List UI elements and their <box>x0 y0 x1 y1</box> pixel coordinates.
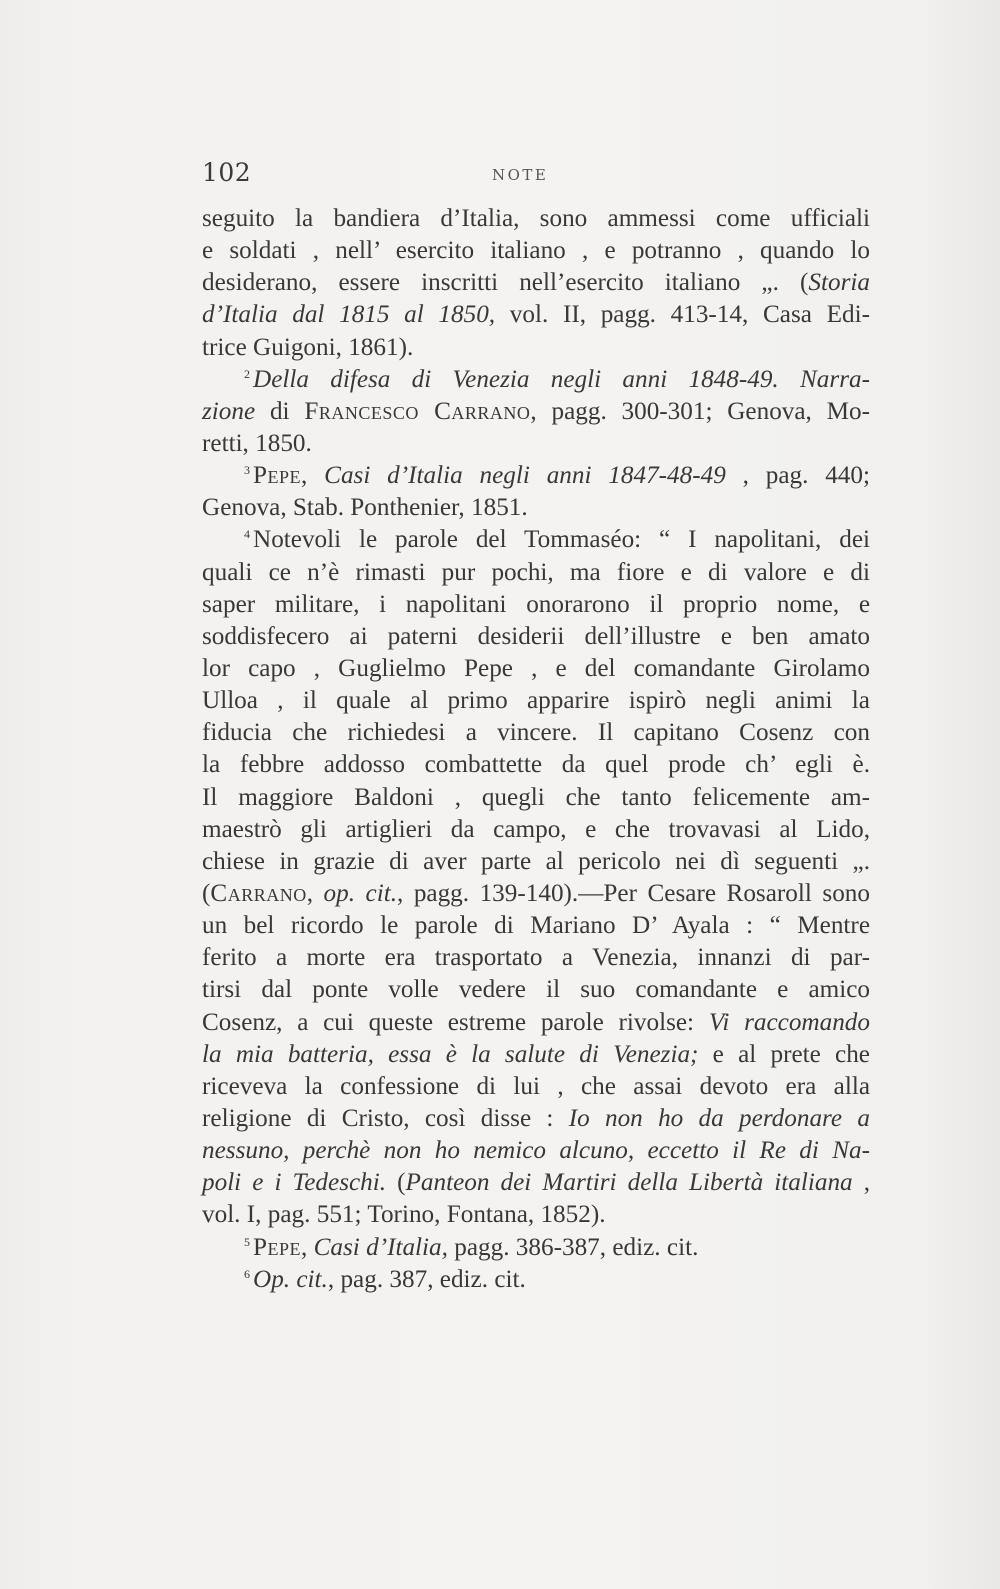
text-segment: , pagg. 300-301; Genova, Mo- <box>530 397 870 425</box>
text-segment: , <box>306 879 324 907</box>
page-header <box>202 158 870 194</box>
text-line <box>202 1199 870 1231</box>
text-line <box>202 492 870 524</box>
text-segment: fiducia che richiedesi a vincere. Il capitano Cosenz con <box>202 719 870 747</box>
text-line <box>202 1103 870 1135</box>
text-segment: e soldati , nell’ esercito italiano , e potranno , quando lo <box>202 237 870 265</box>
footnote-marker: 2 <box>244 366 250 381</box>
text-segment: Pepe <box>253 1233 302 1261</box>
text-segment: desiderano, essere inscritti nell’esercito italiano „. ( <box>202 269 809 297</box>
text-segment: , <box>301 1233 314 1261</box>
text-segment: Genova, Stab. Ponthenier, 1851. <box>202 494 528 522</box>
footnote-marker: 4 <box>244 527 250 542</box>
text-segment: seguito la bandiera d’Italia, sono ammessi come ufficiali <box>202 205 870 232</box>
text-segment: Panteon dei Martiri della Libertà italiana <box>405 1169 853 1197</box>
text-line <box>202 332 870 364</box>
text-segment: ( <box>202 879 211 907</box>
text-line <box>202 396 870 428</box>
running-head: NOTE <box>492 166 549 184</box>
text-line <box>202 653 870 685</box>
text-segment: poli e i Tedeschi. <box>202 1169 387 1197</box>
text-segment: un bel ricordo le parole di Mariano D’ Ayala : “ Mentre <box>202 912 870 940</box>
text-segment: Francesco Carrano <box>304 397 531 425</box>
footnote-marker: 3 <box>244 463 250 478</box>
text-segment: la febbre addosso combattette da quel prode ch’ egli è. <box>202 751 870 779</box>
text-line <box>202 364 870 396</box>
text-line <box>202 460 870 492</box>
text-line <box>202 974 870 1006</box>
text-line <box>202 267 870 299</box>
text-line <box>202 428 870 460</box>
text-segment: vol. I, pag. 551; Torino, Fontana, 1852). <box>202 1201 606 1229</box>
text-line <box>202 621 870 653</box>
text-segment: Op. cit. <box>253 1265 328 1293</box>
text-segment: Casi d’Italia, <box>313 1233 448 1261</box>
text-segment: di <box>255 397 305 425</box>
text-segment: nessuno, perchè non ho nemico alcuno, eccetto il Re di Na- <box>202 1137 870 1165</box>
footnote-marker: 5 <box>244 1234 250 1249</box>
text-line <box>202 1071 870 1103</box>
text-line <box>202 782 870 814</box>
text-line <box>202 524 870 556</box>
text-segment: religione di Cristo, così disse : <box>202 1104 569 1132</box>
text-segment: , pag. 387, ediz. cit. <box>327 1265 526 1293</box>
text-segment: soddisfecero ai paterni desiderii dell’illustre e ben amato <box>202 622 870 650</box>
text-segment: chiese in grazie di aver parte al pericolo nei dì seguenti „. <box>202 847 870 875</box>
text-segment: trice Guigoni, 1861). <box>202 333 414 361</box>
text-line <box>202 235 870 267</box>
text-line <box>202 717 870 749</box>
text-segment: zione <box>202 397 256 425</box>
text-segment: maestrò gli artiglieri da campo, e che trovavasi al Lido, <box>202 815 870 843</box>
text-line <box>202 1039 870 1071</box>
text-segment: retti, 1850. <box>202 429 312 457</box>
text-segment: , pag. 440; <box>725 462 870 490</box>
text-segment: e al prete che <box>698 1040 870 1068</box>
text-line <box>202 203 870 235</box>
text-segment: , <box>852 1169 870 1197</box>
text-segment: Pepe <box>253 462 302 490</box>
text-segment: Storia <box>808 269 870 297</box>
text-segment: d’Italia dal 1815 al 1850, <box>202 301 496 329</box>
text-segment: saper militare, i napolitani onorarono il proprio nome, e <box>202 590 870 618</box>
text-line <box>202 878 870 910</box>
text-segment: Casi d’Italia negli anni 1847-48-49 <box>324 462 726 490</box>
footnote-marker: 6 <box>244 1266 250 1281</box>
text-line <box>202 846 870 878</box>
text-line <box>202 1007 870 1039</box>
text-segment: vol. II, pagg. 413-14, Casa Edi- <box>495 301 870 329</box>
text-line <box>202 910 870 942</box>
text-segment: Io non ho da perdonare a <box>568 1104 870 1132</box>
text-segment: Ulloa , il quale al primo apparire ispirò negli animi la <box>202 687 870 715</box>
text-segment: Della difesa di Venezia negli anni 1848-49. Narra- <box>253 365 870 393</box>
text-segment: , pagg. 139-140).—Per Cesare Rosaroll sono <box>397 879 870 907</box>
text-segment: riceveva la confessione di lui , che assai devoto era alla <box>202 1072 870 1100</box>
text-segment: Notevoli le parole del Tommaséo: “ I napolitani, dei <box>253 526 870 554</box>
text-line <box>202 942 870 974</box>
text-line <box>202 1135 870 1167</box>
text-line <box>202 1167 870 1199</box>
footnotes-text <box>202 203 870 1296</box>
text-line <box>202 685 870 717</box>
text-segment: op. cit. <box>323 879 397 907</box>
text-segment: tirsi dal ponte volle vedere il suo comandante e amico <box>202 976 870 1004</box>
text-segment: , <box>301 462 325 490</box>
text-line <box>202 299 870 331</box>
text-line <box>202 814 870 846</box>
text-segment: quali ce n’è rimasti pur pochi, ma fiore e di valore e di <box>202 558 870 586</box>
text-segment: Il maggiore Baldoni , quegli che tanto felicemente am- <box>202 783 870 811</box>
text-line <box>202 589 870 621</box>
text-line <box>202 749 870 781</box>
text-segment: lor capo , Guglielmo Pepe , e del comandante Girolamo <box>202 654 870 682</box>
text-segment: Carrano <box>210 879 307 907</box>
text-segment: pagg. 386-387, ediz. cit. <box>447 1233 699 1261</box>
text-segment: Cosenz, a cui queste estreme parole rivolse: <box>202 1008 709 1036</box>
page-number: 102 <box>202 158 252 187</box>
text-line <box>202 1264 870 1296</box>
text-line <box>202 557 870 589</box>
text-segment: Vi raccomando <box>708 1008 870 1036</box>
text-segment: ( <box>386 1169 406 1197</box>
text-segment: ferito a morte era trasportato a Venezia, innanzi di par- <box>202 944 870 972</box>
text-line <box>202 1232 870 1264</box>
text-segment: la mia batteria, essa è la salute di Venezia; <box>202 1040 699 1068</box>
